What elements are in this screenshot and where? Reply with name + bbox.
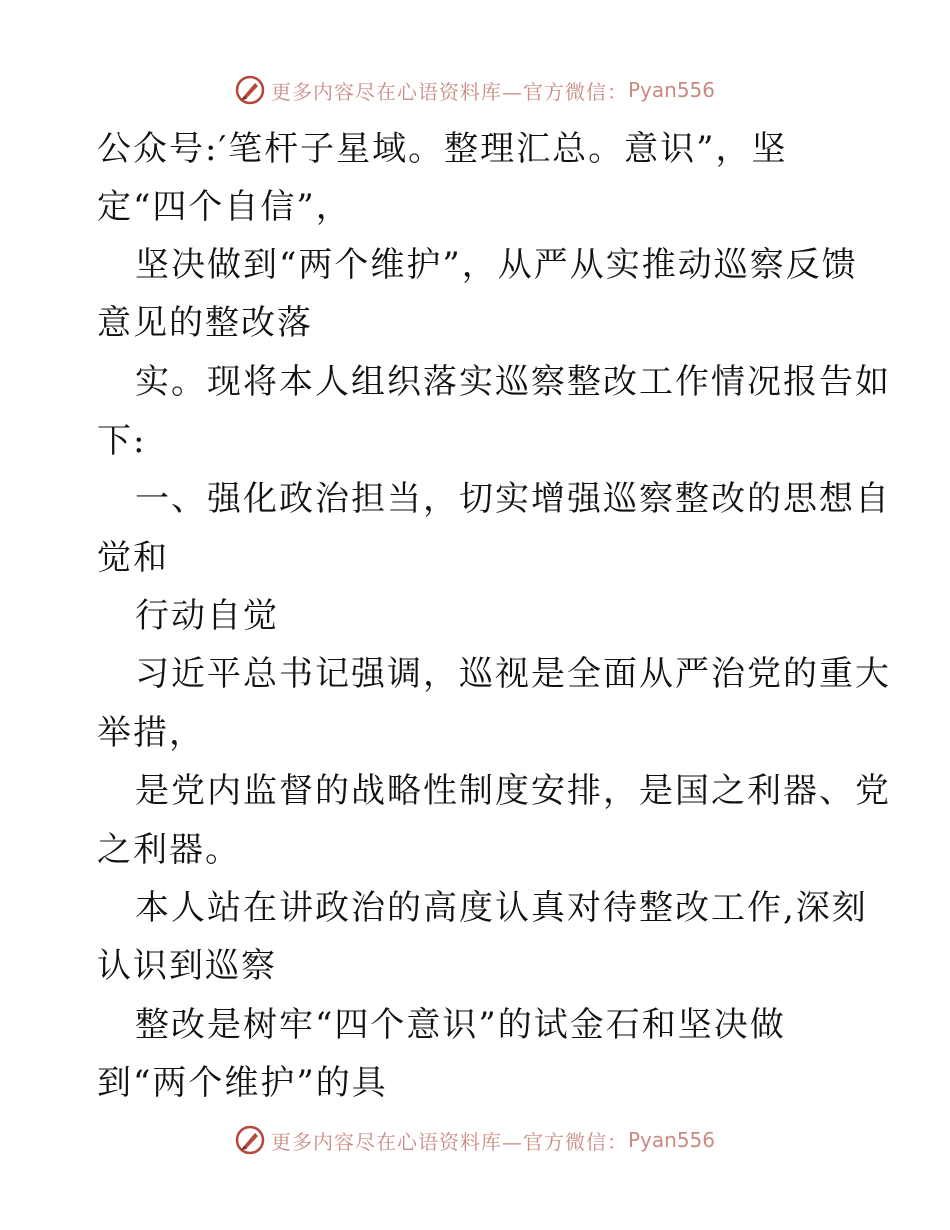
footer-text: 更多内容尽在心语资料库—官方微信：	[270, 1129, 628, 1154]
text-line: 之利器。	[97, 830, 241, 870]
text-line: 整改是树牢“四个意识”的试金石和坚决做	[135, 1005, 786, 1045]
footer-wechat-id: Pyan556	[627, 1128, 715, 1152]
text-line: 觉和	[97, 538, 169, 578]
text-line: 是党内监督的战略性制度安排，是国之利器、党	[135, 771, 891, 811]
text-line: 实。现将本人组织落实巡察整改工作情况报告如	[135, 362, 891, 402]
text-line: 坚决做到“两个维护”，从严从实推动巡察反馈	[135, 245, 858, 285]
header-text: 更多内容尽在心语资料库—官方微信：	[270, 79, 628, 104]
text-line: 认识到巡察	[97, 946, 277, 986]
footer-banner	[0, 1120, 950, 1160]
text-line: 到“两个维护”的具	[97, 1063, 388, 1103]
text-line: 本人站在讲政治的高度认真对待整改工作,深刻	[135, 888, 868, 928]
text-line: 公众号:′笔杆子星域。整理汇总。意识”，坚	[97, 129, 788, 169]
text-line: 定“四个自信”，	[97, 187, 352, 227]
text-line: 举措，	[97, 713, 205, 753]
text-line: 习近平总书记强调，巡视是全面从严治党的重大	[135, 654, 891, 694]
text-line: 下:	[97, 421, 147, 461]
pen-logo-icon	[235, 1125, 265, 1155]
header-wechat-id: Pyan556	[627, 78, 715, 102]
text-line: 意见的整改落	[97, 303, 313, 343]
text-line: 一、强化政治担当，切实增强巡察整改的思想自	[135, 479, 891, 519]
text-line: 行动自觉	[135, 596, 279, 636]
